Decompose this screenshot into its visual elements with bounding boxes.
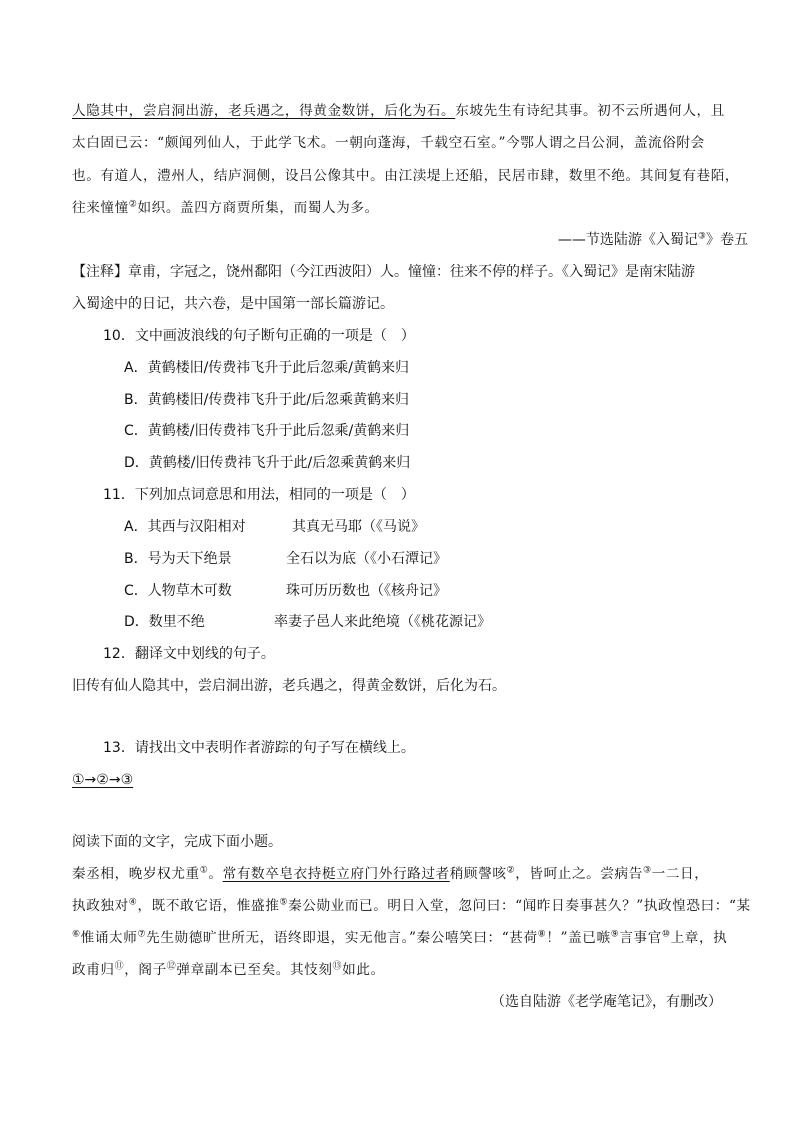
passage1-line2: 太白固已云：“颇闻列仙人，于此学飞术。一朝向蓬海，千载空石室。”今鄂人谓之吕公洞，盖流俗附会 [72,135,705,151]
passage2-line2: 执政独对④，既不敢它语，惟盛推⑤秦公勋业而已。明日入堂，忽问曰：“闻昨日奏事甚久？”执政惶恐曰：“某 [72,897,751,914]
q11-option-c-ref: 珠可历历数也（《核舟记》 [286,583,447,599]
underlined-sentence-2: 常有数卒皂衣持梃立府门外行路过者 [222,866,450,882]
question-12: 12．翻译文中划线的句子。 [103,646,275,662]
passage1-line3: 也。有道人，澧州人，结庐洞侧，设吕公像其中。由江渎堤上还船，民居市肆，数里不绝。其间复有巷陌， [72,168,740,184]
notes-line2: 入蜀途中的日记，共六卷，是中国第一部长篇游记。 [72,296,394,312]
q11-option-b: B．号为天下绝景 [124,551,232,567]
underlined-sentence: 人隐其中，尝启洞出游，老兵遇之，得黄金数饼，后化为石。 [72,103,456,119]
q10-option-b: B．黄鹤楼旧/传费祎飞升于此/后忽乘黄鹤来归 [124,392,410,408]
passage2-line4: 政甫归⑪，阁子⑫弹章副本已至矣。其忮刻⑬如此。 [72,961,385,978]
passage2-line1: 秦丞相，晚岁权尤重①。常有数卒皂衣持梃立府门外行路过者稍顾謦咳②，皆呵止之。尝病告③一二日， [72,865,709,882]
passage1-source: ——节选陆游《入蜀记③》卷五 [557,231,748,248]
q11-option-a-ref: 其真无马耶（《马说》 [292,519,425,535]
q10-option-c: C．黄鹤楼/旧传费祎飞升于此后忽乘/黄鹤来归 [124,423,410,439]
passage2-intro: 阅读下面的文字，完成下面小题。 [72,834,282,850]
question-10: 10．文中画波浪线的句子断句正确的一项是（ ） [103,328,415,344]
q12-sentence: 旧传有仙人隐其中，尝启洞出游，老兵遇之，得黄金数饼，后化为石。 [72,678,506,694]
passage2-source: （选自陆游《老学庵笔记》，有删改） [491,994,722,1010]
passage1-line1: 人隐其中，尝启洞出游，老兵遇之，得黄金数饼，后化为石。东坡先生有诗纪其事。初不云所遇何人，且 [72,103,725,119]
notes-line1: 【注释】章甫，字冠之，饶州鄱阳（今江西波阳）人。憧憧：往来不停的样子。《入蜀记》是南宋陆游 [72,264,695,280]
q11-option-b-ref: 全石以为底（《小石潭记》 [286,551,447,567]
q10-option-d: D．黄鹤楼/旧传费祎飞升于此/后忽乘黄鹤来归 [124,455,411,471]
passage1-line4: 往来憧憧②如织。盖四方商贾所集，而蜀人为多。 [72,199,379,216]
q13-answer-line[interactable]: ①→②→③ [72,772,134,788]
question-13: 13．请找出文中表明作者游踪的句子写在横线上。 [103,740,415,756]
question-11: 11．下列加点词意思和用法，相同的一项是（ ） [103,487,415,503]
q10-option-a: A．黄鹤楼旧/传费祎飞升于此后忽乘/黄鹤来归 [124,360,410,376]
notes-label: 【注释】 [72,264,128,280]
passage2-line3: ⑥惟诵太师⑦先生勋德旷世所无，语终即退，实无他言。”秦公嘻笑曰：“甚荷⑧！”盖已嗾⑨言事官⑩上章，执 [72,929,728,946]
q11-option-d: D．数里不绝 [124,614,205,630]
q11-option-d-ref: 率妻子邑人来此绝境（《桃花源记》 [274,614,491,630]
q11-option-a: A．其西与汉阳相对 [124,519,246,535]
q11-option-c: C．人物草木可数 [124,583,232,599]
